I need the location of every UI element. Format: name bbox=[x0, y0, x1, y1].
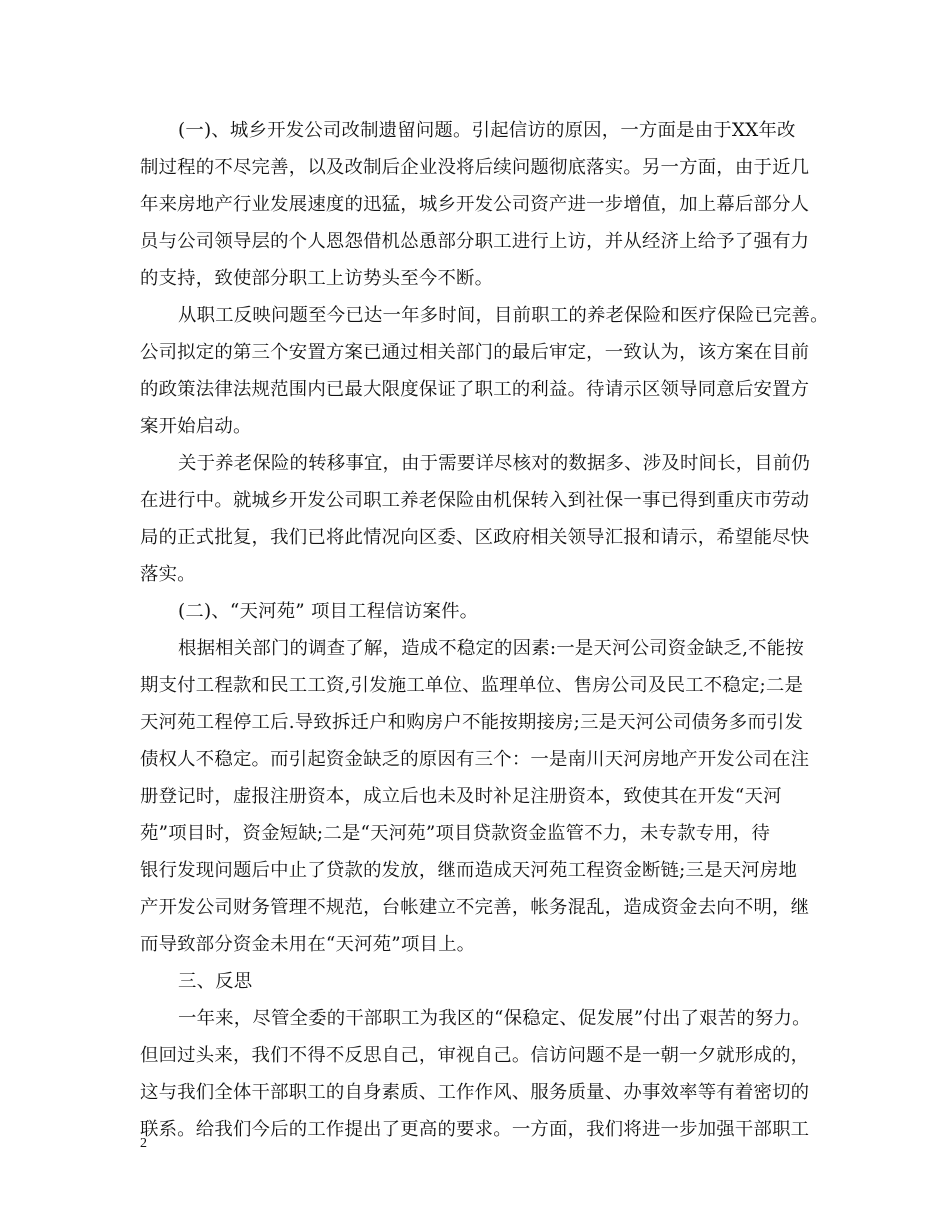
text-line: 但回过头来，我们不得不反思自己，审视自己。信访问题不是一朝一夕就形成的， bbox=[140, 1045, 810, 1066]
section-heading: (二)、“天河苑” 项目工程信访案件。 bbox=[178, 601, 479, 622]
text-line: 天河苑工程停工后.导致拆迁户和购房户不能按期接房;三是天河公司债务多而引发 bbox=[140, 712, 804, 733]
text-line: 在进行中。就城乡开发公司职工养老保险由机保转入到社保一事已得到重庆市劳动 bbox=[140, 490, 810, 511]
text-line: 册登记时，虚报注册资本，成立后也未及时补足注册资本，致使其在开发“天河 bbox=[140, 786, 782, 807]
text-line: 员与公司领导层的个人恩怨借机怂恿部分职工进行上访，并从经济上给予了强有力 bbox=[140, 231, 810, 252]
text-line: 而导致部分资金未用在“天河苑”项目上。 bbox=[140, 934, 476, 955]
text-line: 局的正式批复，我们已将此情况向区委、区政府相关领导汇报和请示，希望能尽快 bbox=[140, 527, 810, 548]
text-line: 年来房地产行业发展速度的迅猛，城乡开发公司资产进一步增值，加上幕后部分人 bbox=[140, 194, 810, 215]
text-line: 的支持，致使部分职工上访势头至今不断。 bbox=[140, 268, 494, 289]
text-line: 关于养老保险的转移事宜，由于需要详尽核对的数据多、涉及时间长，目前仍 bbox=[178, 453, 811, 474]
text-line: 债权人不稳定。而引起资金缺乏的原因有三个：一是南川天河房地产开发公司在注 bbox=[140, 749, 810, 770]
text-line: 的政策法律法规范围内已最大限度保证了职工的利益。待请示区领导同意后安置方 bbox=[140, 379, 810, 400]
text-line: 苑”项目时，资金短缺;二是“天河苑”项目贷款资金监管不力，未专款专用，待 bbox=[140, 823, 771, 844]
document-body bbox=[140, 112, 829, 1148]
text-line: (一)、城乡开发公司改制遗留问题。引起信访的原因，一方面是由于XX年改 bbox=[178, 120, 796, 141]
text-line: 联系。给我们今后的工作提出了更高的要求。一方面，我们将进一步加强干部职工 bbox=[140, 1119, 810, 1140]
text-line: 根据相关部门的调查了解，造成不稳定的因素:一是天河公司资金缺乏,不能按 bbox=[178, 638, 804, 659]
text-line: 银行发现问题后中止了贷款的发放，继而造成天河苑工程资金断链;三是天河房地 bbox=[140, 860, 798, 881]
page-number: 2 bbox=[140, 1136, 147, 1151]
text-line: 一年来，尽管全委的干部职工为我区的“保稳定、促发展”付出了艰苦的努力。 bbox=[178, 1008, 811, 1029]
text-line: 公司拟定的第三个安置方案已通过相关部门的最后审定，一致认为，该方案在目前 bbox=[140, 342, 810, 363]
text-line: 产开发公司财务管理不规范，台帐建立不完善，帐务混乱，造成资金去向不明，继 bbox=[140, 897, 810, 918]
section-heading: 三、反思 bbox=[178, 971, 253, 992]
text-line: 案开始启动。 bbox=[140, 416, 252, 437]
text-line: 期支付工程款和民工工资,引发施工单位、监理单位、售房公司及民工不稳定;二是 bbox=[140, 675, 804, 696]
text-line: 这与我们全体干部职工的自身素质、工作作风、服务质量、办事效率等有着密切的 bbox=[140, 1082, 810, 1103]
text-line: 制过程的不尽完善，以及改制后企业没将后续问题彻底落实。另一方面，由于近几 bbox=[140, 157, 810, 178]
text-line: 从职工反映问题至今已达一年多时间，目前职工的养老保险和医疗保险已完善。 bbox=[178, 305, 829, 326]
text-line: 落实。 bbox=[140, 564, 196, 585]
